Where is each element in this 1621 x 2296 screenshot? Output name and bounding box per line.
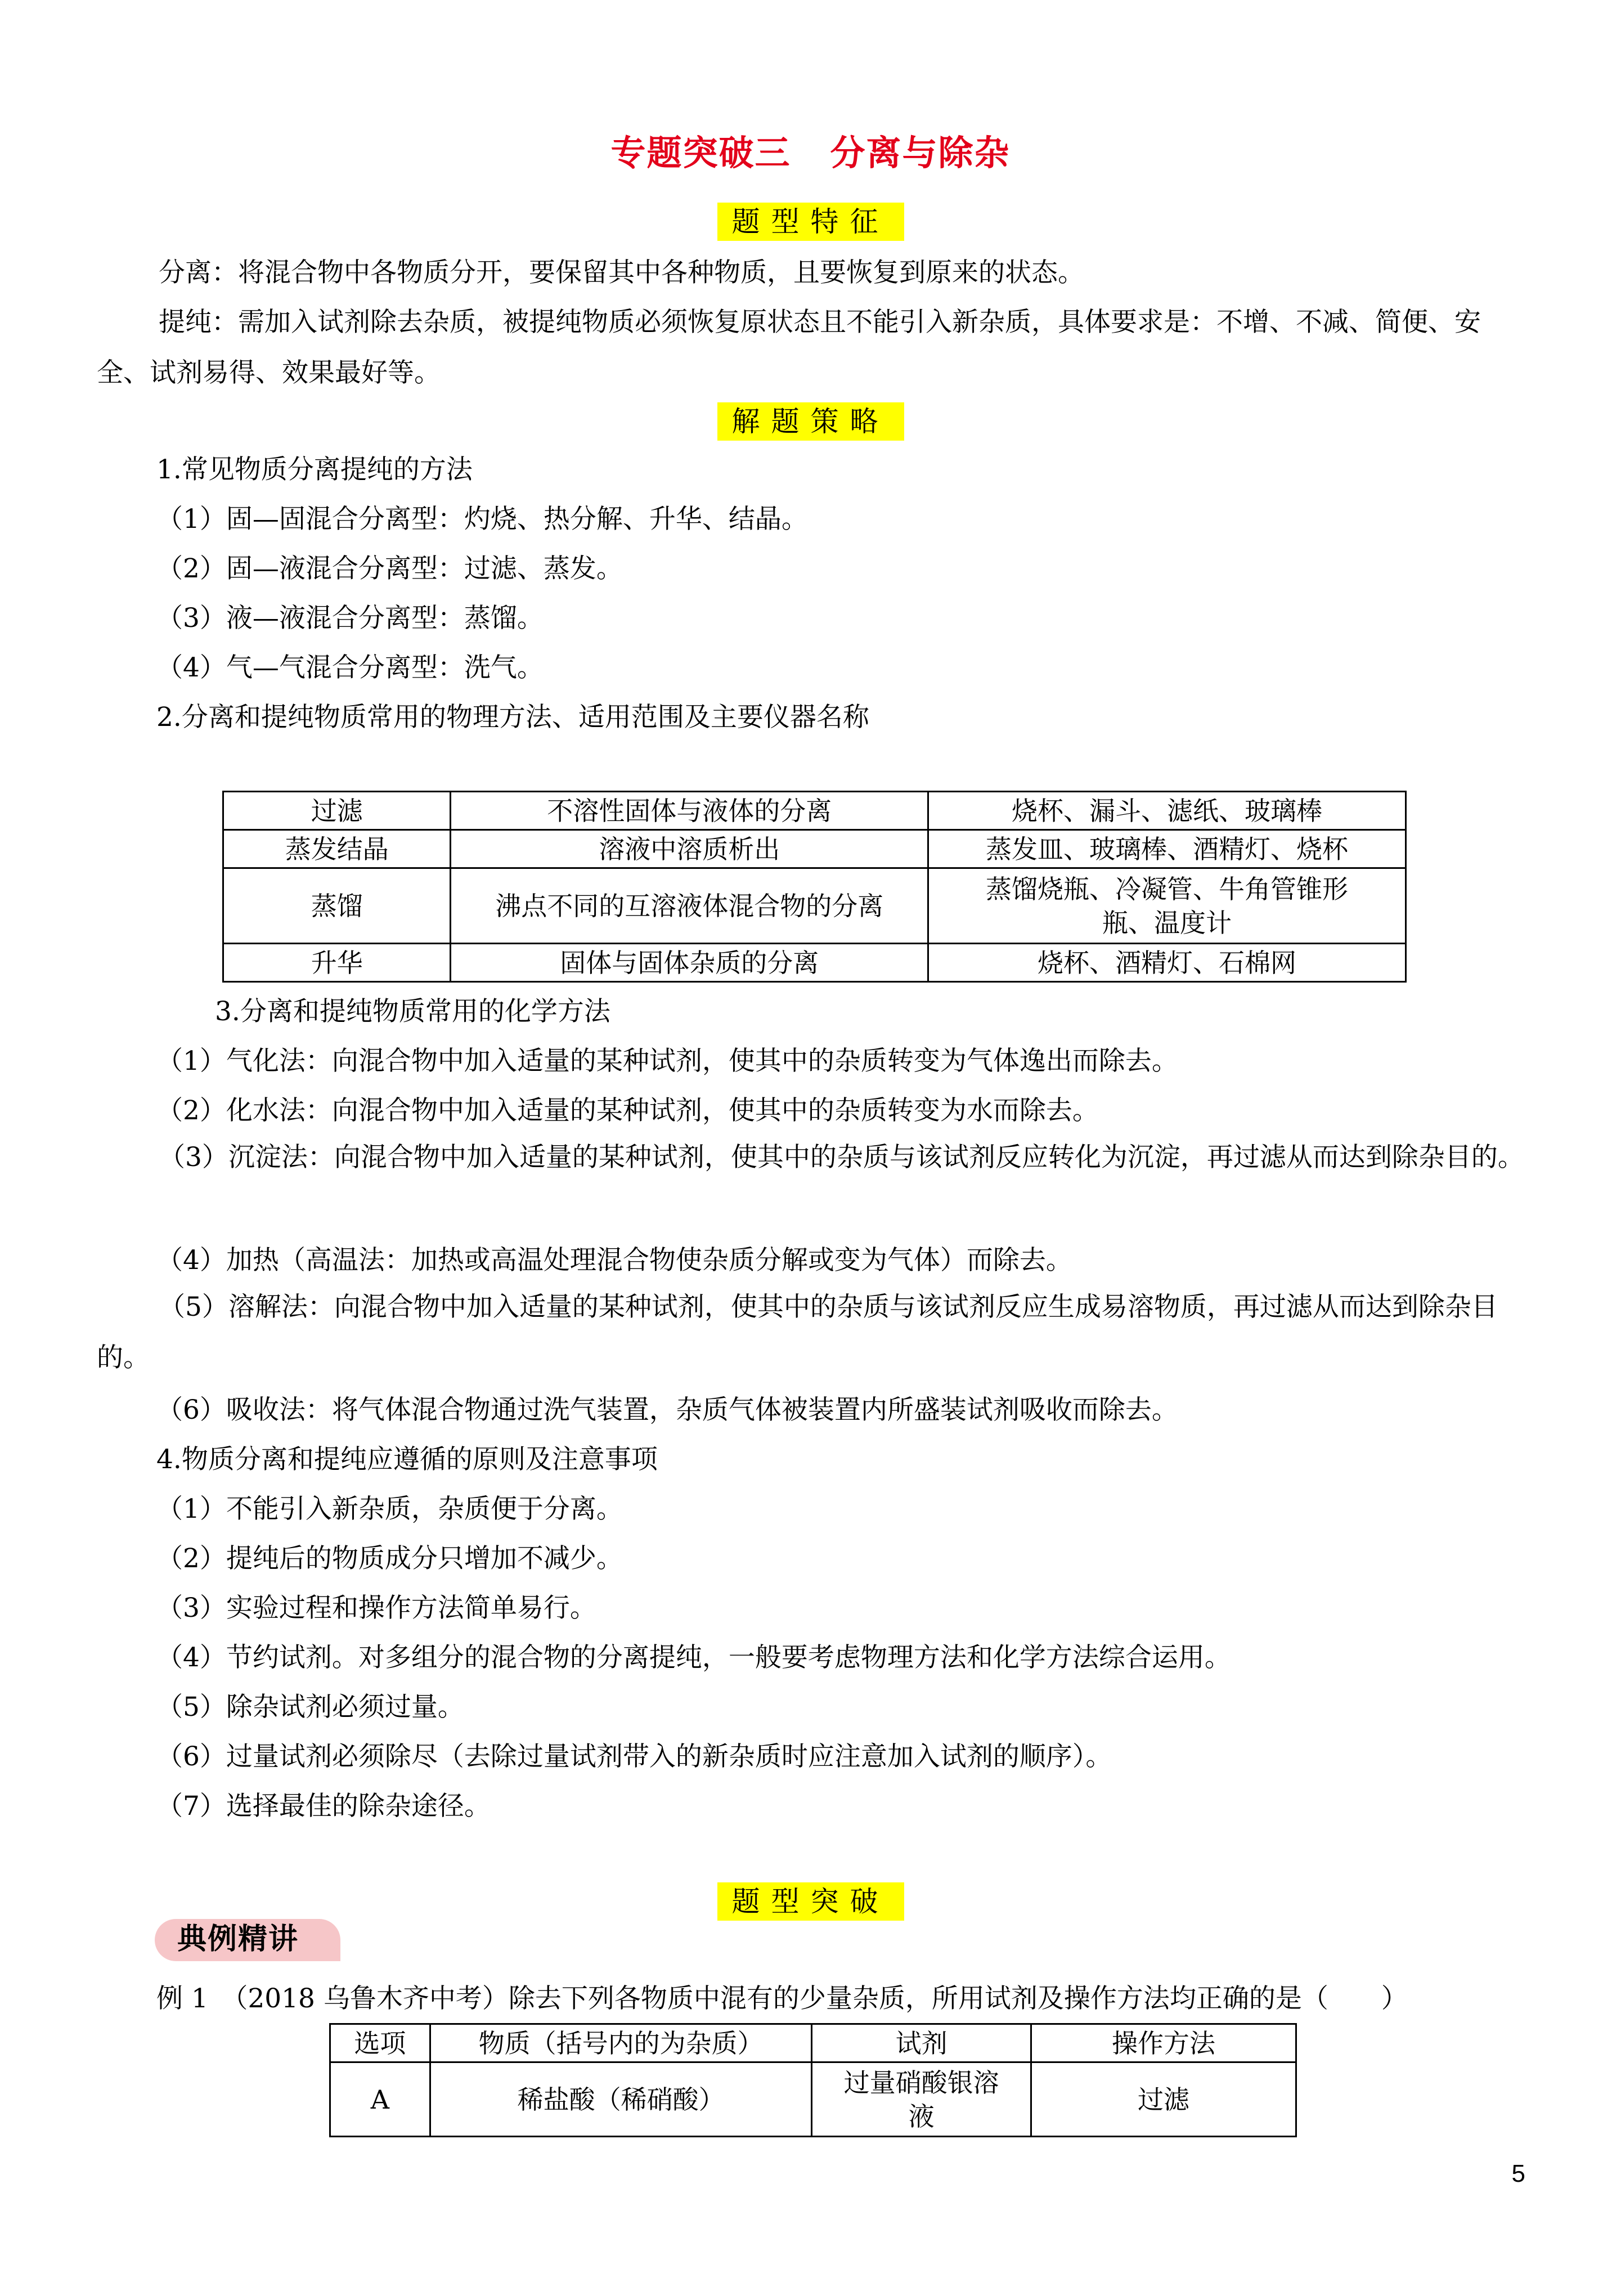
- heading-1: 1.常见物质分离提纯的方法: [156, 454, 473, 485]
- principle-item: （6）过量试剂必须除尽（去除过量试剂带入的新杂质时应注意加入试剂的顺序）。: [156, 1741, 1112, 1772]
- title-part-b: 分离与除杂: [830, 132, 1011, 173]
- table-header-row: [330, 2024, 1296, 2062]
- table-cell: 蒸发结晶: [223, 830, 451, 868]
- table-row: [223, 944, 1406, 982]
- principle-item: （7）选择最佳的除杂途径。: [156, 1791, 491, 1822]
- table-cell: 过滤: [1031, 2062, 1296, 2137]
- method3-item: （6）吸收法：将气体混合物通过洗气装置，杂质气体被装置内所盛装试剂吸收而除去。: [156, 1394, 1178, 1425]
- principle-item: （5）除杂试剂必须过量。: [156, 1692, 464, 1723]
- method3-item: （3）沉淀法：向混合物中加入适量的某种试剂，使其中的杂质与该试剂反应转化为沉淀，再过滤从而达到除杂目的。: [159, 1142, 1524, 1173]
- example-options-table: [329, 2023, 1297, 2137]
- page-number: 5: [1511, 2160, 1525, 2187]
- table-cell: 溶液中溶质析出: [451, 830, 928, 868]
- heading-3: 3.分离和提纯物质常用的化学方法: [215, 996, 610, 1027]
- column-header: 试剂: [812, 2024, 1031, 2062]
- method1-item: （4）气—气混合分离型：洗气。: [156, 652, 544, 683]
- table-cell: 固体与固体杂质的分离: [451, 944, 928, 982]
- method3-item: （4）加热（高温法：加热或高温处理混合物使杂质分解或变为气体）而除去。: [156, 1245, 1072, 1276]
- principle-item: （2）提纯后的物质成分只增加不减少。: [156, 1543, 623, 1574]
- column-header: 选项: [330, 2024, 430, 2062]
- heading-4: 4.物质分离和提纯应遵循的原则及注意事项: [156, 1444, 658, 1475]
- title-part-a: 专题突破三: [610, 132, 791, 173]
- column-header: 操作方法: [1031, 2024, 1296, 2062]
- page-title: [0, 125, 1621, 175]
- section-heading-breakthrough: 题型突破: [0, 1882, 1621, 1921]
- table-cell: A: [330, 2062, 430, 2137]
- method3-item: （1）气化法：向混合物中加入适量的某种试剂，使其中的杂质转变为气体逸出而除去。: [156, 1046, 1178, 1077]
- physical-methods-table: [222, 791, 1407, 983]
- heading-2: 2.分离和提纯物质常用的物理方法、适用范围及主要仪器名称: [156, 702, 869, 733]
- table-cell: 不溶性固体与液体的分离: [451, 792, 928, 830]
- method1-item: （2）固—液混合分离型：过滤、蒸发。: [156, 553, 623, 584]
- table-cell: 过量硝酸银溶液: [812, 2062, 1031, 2137]
- table-row: [223, 830, 1406, 868]
- table-cell: 升华: [223, 944, 451, 982]
- table-cell: 蒸馏: [223, 868, 451, 944]
- principle-item: （3）实验过程和操作方法简单易行。: [156, 1593, 596, 1624]
- table-cell: 蒸发皿、玻璃棒、酒精灯、烧杯: [928, 830, 1406, 868]
- table-cell: 烧杯、酒精灯、石棉网: [928, 944, 1406, 982]
- intro-separation: 分离：将混合物中各物质分开，要保留其中各种物质，且要恢复到原来的状态。: [159, 257, 1084, 288]
- method3-item: （5）溶解法：向混合物中加入适量的某种试剂，使其中的杂质与该试剂反应生成易溶物质，再过滤从而达到除杂目的。: [97, 1292, 1498, 1373]
- method1-item: （1）固—固混合分离型：灼烧、热分解、升华、结晶。: [156, 504, 808, 535]
- table-cell: 沸点不同的互溶液体混合物的分离: [451, 868, 928, 944]
- table-cell: 稀盐酸（稀硝酸）: [430, 2062, 812, 2137]
- table-cell: 烧杯、漏斗、滤纸、玻璃棒: [928, 792, 1406, 830]
- principle-item: （1）不能引入新杂质，杂质便于分离。: [156, 1494, 623, 1524]
- table-row: [330, 2062, 1296, 2137]
- section-heading-features: 题型特征: [0, 203, 1621, 241]
- table-cell: 蒸馏烧瓶、冷凝管、牛角管锥形瓶、温度计: [928, 868, 1406, 944]
- example-question: 例 1 （2018 乌鲁木齐中考）除去下列各物质中混有的少量杂质，所用试剂及操作方法均正确的是（ ）: [156, 1983, 1408, 2014]
- table-cell: 过滤: [223, 792, 451, 830]
- column-header: 物质（括号内的为杂质）: [430, 2024, 812, 2062]
- table-row: [223, 868, 1406, 944]
- intro-purification: 提纯：需加入试剂除去杂质，被提纯物质必须恢复原状态且不能引入新杂质，具体要求是：不增、不减、简便、安全、试剂易得、效果最好等。: [97, 307, 1481, 388]
- example-badge: 典例精讲: [155, 1919, 340, 1961]
- section-heading-strategy: 解题策略: [0, 402, 1621, 441]
- table-row: [223, 792, 1406, 830]
- method3-item: （2）化水法：向混合物中加入适量的某种试剂，使其中的杂质转变为水而除去。: [156, 1095, 1099, 1126]
- principle-item: （4）节约试剂。对多组分的混合物的分离提纯，一般要考虑物理方法和化学方法综合运用。: [156, 1642, 1231, 1673]
- method1-item: （3）液—液混合分离型：蒸馏。: [156, 603, 544, 634]
